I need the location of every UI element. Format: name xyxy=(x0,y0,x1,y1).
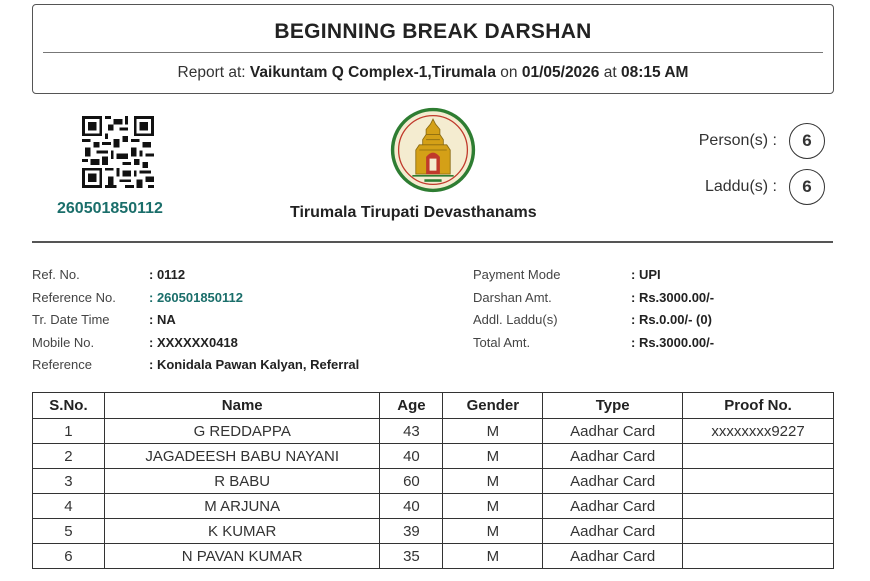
organization-name: Tirumala Tirupati Devasthanams xyxy=(290,204,537,221)
persons-value: 6 xyxy=(789,123,825,159)
table-cell: M xyxy=(443,469,543,494)
table-cell: 6 xyxy=(33,544,105,569)
ttd-emblem-icon xyxy=(390,107,476,193)
table-cell: 40 xyxy=(380,444,443,469)
detail-row xyxy=(32,264,359,287)
table-cell: Aadhar Card xyxy=(543,419,683,444)
detail-label: Payment Mode xyxy=(473,267,561,282)
table-cell: N PAVAN KUMAR xyxy=(104,544,380,569)
table-row xyxy=(33,419,834,444)
column-header: Name xyxy=(104,393,380,419)
table-cell: JAGADEESH BABU NAYANI xyxy=(104,444,380,469)
persons-count xyxy=(699,123,825,159)
table-cell: 1 xyxy=(33,419,105,444)
detail-label: Total Amt. xyxy=(473,334,531,350)
table-cell: M xyxy=(443,444,543,469)
table-cell: K KUMAR xyxy=(104,519,380,544)
detail-row xyxy=(32,354,359,377)
report-on: on xyxy=(495,64,522,81)
table-cell: M xyxy=(443,519,543,544)
detail-label: Tr. Date Time xyxy=(32,312,110,327)
column-header: Type xyxy=(543,393,683,419)
table-cell xyxy=(683,469,834,494)
table-cell xyxy=(683,494,834,519)
table-cell: 39 xyxy=(380,519,443,544)
details-right xyxy=(473,264,714,354)
report-prefix: Report at: xyxy=(177,64,250,81)
table-cell: 5 xyxy=(33,519,105,544)
table-cell: Aadhar Card xyxy=(543,494,683,519)
detail-label: Mobile No. xyxy=(32,334,95,350)
detail-value: : Rs.3000.00/- xyxy=(631,334,715,350)
table-cell: Aadhar Card xyxy=(543,444,683,469)
table-cell: M xyxy=(443,419,543,444)
detail-value: : 260501850112 xyxy=(149,289,243,305)
persons-label: Person(s) : xyxy=(698,132,777,149)
qr-reference-number: 260501850112 xyxy=(57,200,163,217)
report-time: 08:15 AM xyxy=(620,64,689,81)
persons-table xyxy=(32,392,834,569)
detail-row xyxy=(32,287,359,310)
table-cell: 3 xyxy=(33,469,105,494)
detail-row xyxy=(473,309,714,332)
table-cell: Aadhar Card xyxy=(543,544,683,569)
table-cell: xxxxxxxx9227 xyxy=(683,419,834,444)
table-cell: 43 xyxy=(380,419,443,444)
header-box xyxy=(32,4,834,94)
detail-row xyxy=(473,287,714,310)
detail-row xyxy=(473,332,714,355)
column-header: S.No. xyxy=(33,393,105,419)
table-cell xyxy=(683,544,834,569)
table-row xyxy=(33,444,834,469)
detail-row xyxy=(32,332,359,355)
detail-value: : NA xyxy=(149,312,176,327)
detail-label: Darshan Amt. xyxy=(473,289,552,305)
table-header-row xyxy=(33,393,834,419)
detail-value: : UPI xyxy=(631,267,661,282)
detail-row xyxy=(32,309,359,332)
laddu-label: Laddu(s) : xyxy=(704,178,777,195)
details-left xyxy=(32,264,359,377)
table-cell: G REDDAPPA xyxy=(104,419,380,444)
table-row xyxy=(33,519,834,544)
table-cell xyxy=(683,444,834,469)
report-date: 01/05/2026 xyxy=(521,64,600,81)
qr-code-icon xyxy=(82,116,154,188)
title-divider xyxy=(43,52,823,53)
table-cell: M xyxy=(443,544,543,569)
table-cell: 35 xyxy=(380,544,443,569)
detail-value: : Konidala Pawan Kalyan, Referral xyxy=(149,357,360,372)
section-divider xyxy=(32,241,833,243)
detail-label: Addl. Laddu(s) xyxy=(473,312,558,327)
page-title: BEGINNING BREAK DARSHAN xyxy=(274,20,592,43)
table-cell: 4 xyxy=(33,494,105,519)
detail-label: Reference No. xyxy=(32,289,116,305)
detail-value: : XXXXXX0418 xyxy=(149,334,238,350)
table-cell xyxy=(683,519,834,544)
table-row xyxy=(33,494,834,519)
report-location: Vaikuntam Q Complex-1,Tirumala xyxy=(249,64,496,81)
detail-label: Ref. No. xyxy=(32,267,80,282)
table-cell: R BABU xyxy=(104,469,380,494)
laddu-value: 6 xyxy=(789,169,825,205)
table-cell: M xyxy=(443,494,543,519)
detail-value: : Rs.3000.00/- xyxy=(631,289,715,305)
detail-value: : 0112 xyxy=(149,267,186,282)
column-header: Proof No. xyxy=(683,393,834,419)
column-header: Gender xyxy=(443,393,543,419)
table-row xyxy=(33,544,834,569)
table-cell: 2 xyxy=(33,444,105,469)
table-cell: M ARJUNA xyxy=(104,494,380,519)
table-row xyxy=(33,469,834,494)
detail-row xyxy=(473,264,714,287)
laddu-count xyxy=(705,169,825,205)
table-cell: 60 xyxy=(380,469,443,494)
column-header: Age xyxy=(380,393,443,419)
table-cell: Aadhar Card xyxy=(543,519,683,544)
detail-value: : Rs.0.00/- (0) xyxy=(631,312,712,327)
table-cell: 40 xyxy=(380,494,443,519)
detail-label: Reference xyxy=(32,357,92,372)
report-at: at xyxy=(599,64,621,81)
report-line xyxy=(33,64,833,82)
table-cell: Aadhar Card xyxy=(543,469,683,494)
